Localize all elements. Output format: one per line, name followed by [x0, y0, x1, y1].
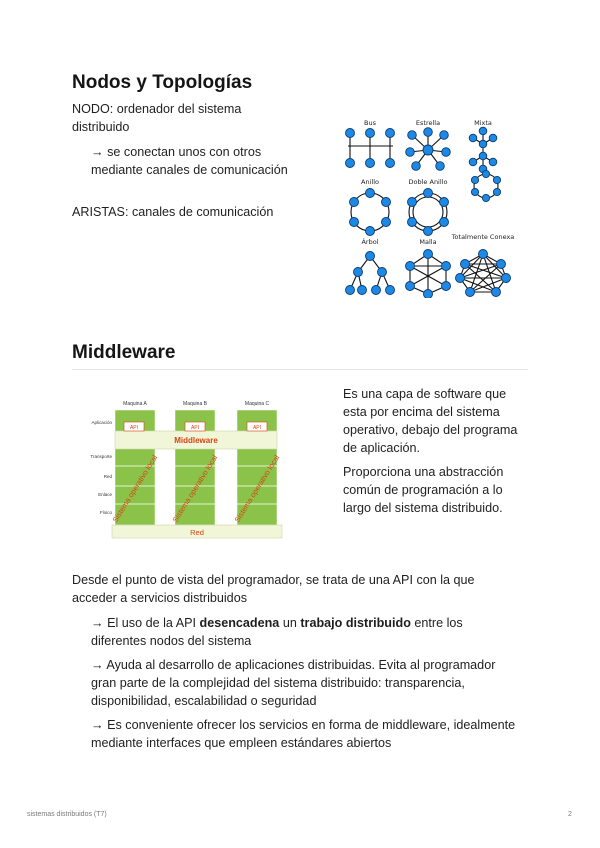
middleware-diagram [80, 394, 312, 542]
topology-label-bus: Bus [364, 119, 376, 127]
layer-label-enlace: Enlace [98, 492, 112, 497]
os-label-c: Sistema operativo local [232, 453, 282, 524]
bullet-development-help: → Ayuda al desarrollo de aplicaciones distribuidas. Evita al programador gran parte de la complejidad del sistema distribuido: transparencia, disponibilidad, escalabilidad o seguridad [91, 658, 496, 708]
section-title-middleware: Middleware [72, 342, 176, 363]
fully-connected-topology-graphic [456, 250, 511, 297]
bullet-api-trigger: → El uso de la API desencadena un trabajo distribuido entre los diferentes nodos del sistema [91, 616, 463, 648]
topology-label-arbol: Árbol [361, 238, 379, 246]
mesh-topology-graphic [406, 250, 451, 299]
middleware-abstraction: Proporciona una abstracción común de programación a lo largo del sistema distribuido. [343, 465, 504, 515]
bullet-open-standards: → Es conveniente ofrecer los servicios en forma de middleware, idealmente mediante interfaces que empleen estándares abiertos [91, 718, 516, 750]
nodo-definition: NODO: ordenador del sistema distribuido [72, 102, 242, 134]
api-label-b: API [190, 425, 200, 431]
aristas-definition: ARISTAS: canales de comunicación [72, 205, 274, 219]
machine-b-label: Maquina B [183, 401, 207, 407]
layer-label-fisico: Físico [99, 510, 112, 515]
topology-label-anillo: Anillo [361, 178, 379, 186]
machine-c-label: Maquina C [244, 401, 270, 407]
ring-topology-graphic [350, 189, 391, 236]
topology-label-estrella: Estrella [415, 119, 441, 127]
section-title-nodos: Nodos y Topologías [72, 72, 253, 93]
topologies-figure [338, 116, 518, 298]
topology-label-doble-anillo: Doble Anillo [408, 178, 448, 186]
footer-course-label: sistemas distribuidos (T7) [27, 811, 107, 818]
os-label-a: Sistema operativo local [110, 453, 160, 524]
layer-label-red: Red [103, 474, 112, 479]
api-label-a: API [129, 425, 139, 431]
star-topology-graphic [406, 128, 451, 171]
os-label-b: Sistema operativo local [170, 453, 220, 524]
middleware-definition: Es una capa de software que esta por encima del sistema operativo, debajo del programa de aplicación. [343, 387, 518, 455]
middleware-band-label: Middleware [174, 436, 218, 445]
topology-label-malla: Malla [419, 238, 437, 246]
double-ring-topology-graphic [408, 189, 449, 236]
layer-label-transporte: Transporte [90, 454, 112, 459]
programmer-view-intro: Desde el punto de vista del programador, se trata de una API con la que acceder a servicios distribuidos [72, 573, 475, 605]
bus-topology-graphic [346, 129, 395, 168]
tree-topology-graphic [346, 252, 395, 295]
page-number: 2 [568, 811, 572, 818]
nodo-subpoint: → se conectan unos con otros mediante canales de comunicación [91, 145, 288, 177]
api-label-c: API [252, 425, 262, 431]
topology-label-conexa: Totalmente Conexa [451, 233, 515, 241]
network-label: Red [190, 528, 204, 537]
machine-a-label: Maquina A [123, 401, 147, 407]
mixed-topology-graphic [469, 127, 500, 201]
layer-label-aplicacion: Aplicación [91, 420, 112, 425]
section-divider [72, 369, 528, 370]
topology-label-mixta: Mixta [474, 119, 492, 127]
